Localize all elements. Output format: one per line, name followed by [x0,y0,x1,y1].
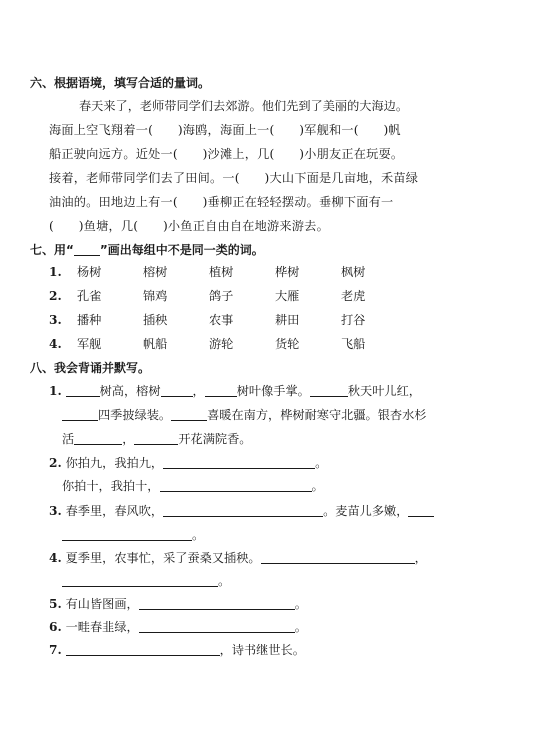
answer-blank[interactable] [139,620,295,633]
question-number: 3. [49,504,62,518]
word[interactable]: 植树 [209,265,234,279]
prompt-text: 。 [294,620,307,634]
prompt-text: 开花满院香。 [178,432,252,446]
prompt-text: 夏季里，农事忙，采了蚕桑又插秧。 [65,551,261,565]
prompt-text: 春季里，春风吹， [65,504,164,518]
answer-blank[interactable] [161,384,193,397]
word-group-row [49,336,407,352]
prompt-text: 。 [294,597,307,611]
word[interactable]: 桦树 [275,265,300,279]
question-number: 2. [49,456,62,470]
answer-blank[interactable] [66,643,220,656]
word-group-row [49,264,407,280]
question-3-line-1 [49,503,434,519]
answer-blank[interactable] [74,432,122,445]
section-6-line-2: 海面上空飞翔着一( )海鸥，海面上一( )军舰和一( )帆 [49,123,401,137]
answer-blank[interactable] [66,384,100,397]
word[interactable]: 大雁 [275,289,300,303]
prompt-text: 四季披绿装。 [98,408,172,422]
row-number: 4. [49,337,62,351]
row-number: 1. [49,265,62,279]
word[interactable]: 锦鸡 [143,289,168,303]
prompt-text: 树叶像手掌。 [236,384,310,398]
answer-blank[interactable] [163,456,315,469]
question-number: 5. [49,597,62,611]
word[interactable]: 孔雀 [77,289,102,303]
word[interactable]: 插秧 [143,313,168,327]
answer-blank[interactable] [261,551,415,564]
section-6-line-5: 油油的。田地边上有一( )垂柳正在轻轻摆动。垂柳下面有一 [49,195,394,209]
answer-blank[interactable] [310,384,348,397]
section-6-title: 六、根据语境，填写合适的量词。 [30,76,211,90]
prompt-text: ， [192,384,205,398]
word[interactable]: 军舰 [77,337,102,351]
section-6-line-6: ( )鱼塘，几( )小鱼正自由自在地游来游去。 [49,219,329,233]
word-group-row [49,312,407,328]
word[interactable]: 老虎 [341,289,366,303]
section-6-line-1: 春天来了，老师带同学们去郊游。他们先到了美丽的大海边。 [79,99,409,113]
word[interactable]: 鸽子 [209,289,234,303]
prompt-text: 你拍十，我拍十， [62,479,160,493]
word[interactable]: 榕树 [143,265,168,279]
question-3-line-2 [62,527,204,543]
answer-blank[interactable] [408,504,434,517]
prompt-text: ，诗书继世长。 [219,643,305,657]
answer-blank[interactable] [62,528,192,541]
answer-blank[interactable] [62,408,98,421]
word[interactable]: 杨树 [77,265,102,279]
row-number: 2. [49,289,62,303]
prompt-text: 喜暖在南方，桦树耐寒守北疆。银杏水杉 [207,408,427,422]
answer-blank[interactable] [171,408,207,421]
section-8-title: 八、我会背诵并默写。 [30,361,151,375]
question-1-line-2 [62,407,427,423]
prompt-text: ， [414,551,427,565]
prompt-text: 。 [315,456,328,470]
prompt-text: 一畦春韭绿， [65,620,139,634]
word[interactable]: 播种 [77,313,102,327]
prompt-text: 。 [218,574,231,588]
question-6 [49,619,307,635]
prompt-text: 秋天叶儿红， [347,384,421,398]
question-2-line-2 [62,478,324,494]
question-1-line-3 [62,431,252,447]
answer-blank[interactable] [134,432,178,445]
section-6-line-3: 船正驶向远方。近处一( )沙滩上，几( )小朋友正在玩耍。 [49,147,404,161]
word[interactable]: 货轮 [275,337,300,351]
question-5 [49,596,307,612]
question-1-line-1 [49,383,421,399]
section-7-title [30,242,264,258]
word-group-row [49,288,407,304]
answer-blank[interactable] [160,479,312,492]
answer-blank[interactable] [139,597,295,610]
question-number: 4. [49,551,62,565]
section-6-line-4: 接着，老师带同学们去了田间。一( )大山下面是几亩地，禾苗绿 [49,171,419,185]
word[interactable]: 打谷 [341,313,366,327]
question-4-line-1 [49,550,427,566]
word[interactable]: 游轮 [209,337,234,351]
row-number: 3. [49,313,62,327]
prompt-text: 。 [311,479,324,493]
prompt-text: 。麦苗儿多嫩， [323,504,409,518]
answer-blank[interactable] [205,384,237,397]
word[interactable]: 帆船 [143,337,168,351]
answer-blank[interactable] [62,574,218,587]
word[interactable]: 飞船 [341,337,366,351]
word[interactable]: 耕田 [275,313,300,327]
answer-blank[interactable] [163,504,323,517]
question-4-line-2 [62,573,230,589]
section-7-title-prefix: 七、用“ [30,243,74,257]
question-number: 1. [49,384,62,398]
question-7 [49,642,305,658]
question-number: 7. [49,643,62,657]
prompt-text: 。 [192,528,205,542]
section-7-title-blank [74,244,100,256]
prompt-text: 树高，榕树 [99,384,161,398]
prompt-text: ， [122,432,135,446]
word[interactable]: 枫树 [341,265,366,279]
prompt-text: 有山皆图画， [65,597,139,611]
question-number: 6. [49,620,62,634]
section-7-title-suffix: ”画出每组中不是同一类的词。 [99,243,264,257]
prompt-text: 你拍九，我拍九， [65,456,164,470]
question-2-line-1 [49,455,327,471]
prompt-text: 活 [62,432,75,446]
word[interactable]: 农事 [209,313,234,327]
